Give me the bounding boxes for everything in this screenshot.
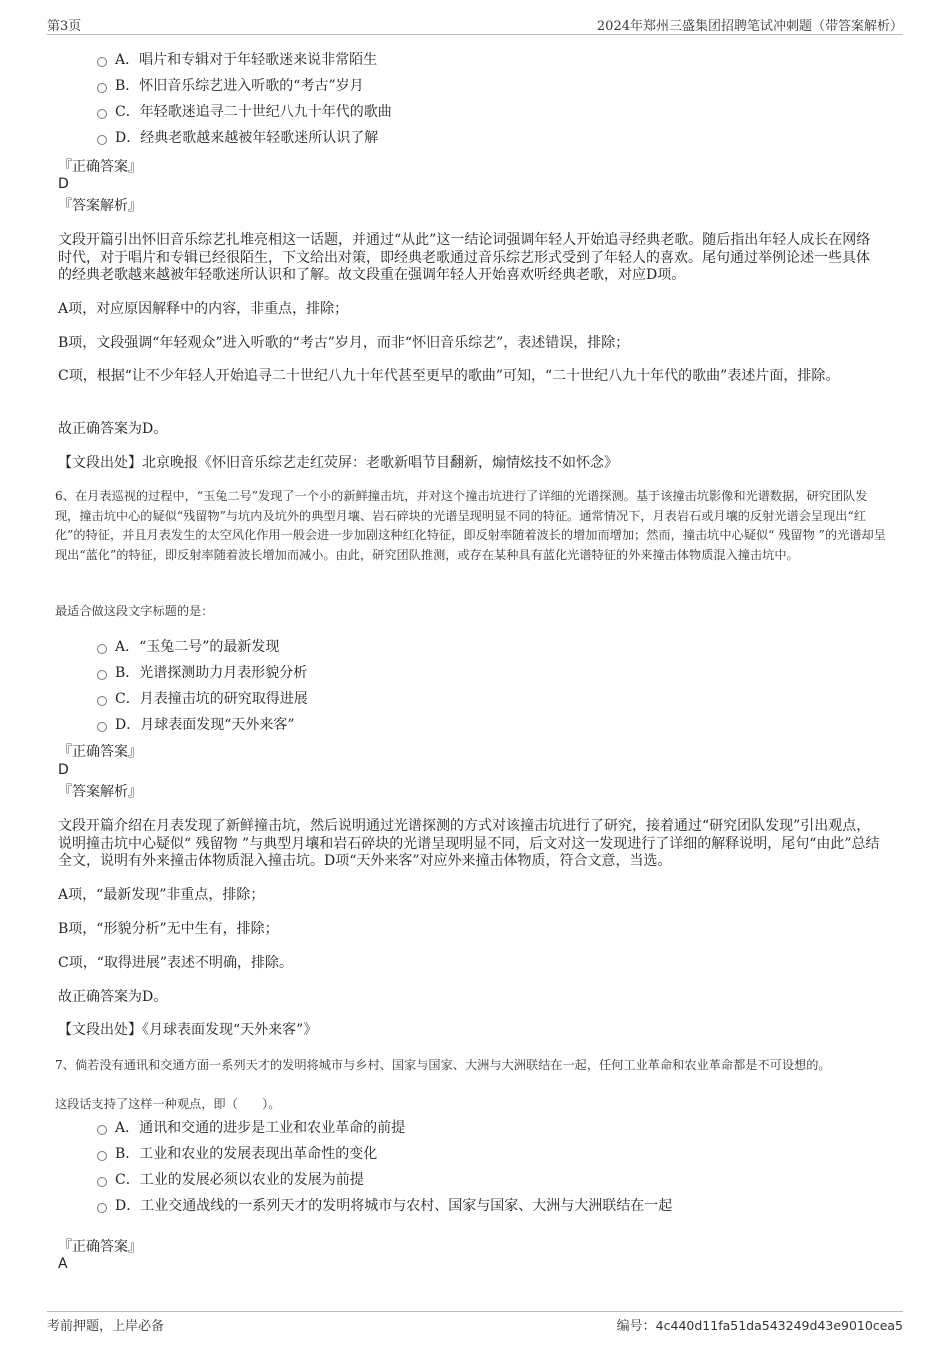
radio-icon[interactable] xyxy=(97,83,107,93)
radio-icon[interactable] xyxy=(97,644,107,654)
q5-conclusion: 故正确答案为D。 xyxy=(58,421,168,437)
q6-option-c[interactable]: C．月表撞击坑的研究取得进展 xyxy=(97,689,308,709)
radio-icon[interactable] xyxy=(97,109,107,119)
q6-prompt: 最适合做这段文字标题的是： xyxy=(55,604,214,618)
radio-icon[interactable] xyxy=(97,722,107,732)
q5-point-c: C项，根据“让不少年轻人开始追寻二十世纪八九十年代甚至更早的歌曲”可知，“二十世纪八九十年代的歌曲”表述片面，排除。 xyxy=(58,368,840,384)
q7-option-c[interactable]: C．工业的发展必须以农业的发展为前提 xyxy=(97,1170,364,1190)
page-footer xyxy=(47,1311,903,1334)
radio-icon[interactable] xyxy=(97,135,107,145)
q7-stem: 7、倘若没有通讯和交通方面一系列天才的发明将城市与乡村、国家与国家、大洲与大洲联结在一起，任何工业革命和农业革命都是不可设想的。 xyxy=(55,1058,831,1072)
radio-icon[interactable] xyxy=(97,1203,107,1213)
radio-icon[interactable] xyxy=(97,1177,107,1187)
q5-answer: D xyxy=(58,176,69,192)
q6-point-a: A项，“最新发现”非重点，排除； xyxy=(58,887,265,903)
q6-option-d[interactable]: D．月球表面发现“天外来客” xyxy=(97,715,295,735)
q6-option-a[interactable]: A．“玉兔二号”的最新发现 xyxy=(97,637,279,657)
q6-answer: D xyxy=(58,762,69,778)
page-header xyxy=(47,14,903,35)
document-code xyxy=(617,1315,903,1334)
q6-option-b[interactable]: B．光谱探测助力月表形貌分析 xyxy=(97,663,307,683)
q5-point-a: A项，对应原因解释中的内容，非重点，排除； xyxy=(58,301,349,317)
radio-icon[interactable] xyxy=(97,696,107,706)
radio-icon[interactable] xyxy=(97,670,107,680)
q7-answer: A xyxy=(58,1256,68,1272)
q6-source: 【文段出处】《月球表面发现“天外来客”》 xyxy=(58,1022,318,1038)
q5-option-d[interactable]: D．经典老歌越来越被年轻歌迷所认识了解 xyxy=(97,128,378,148)
q6-point-c: C项，“取得进展”表述不明确，排除。 xyxy=(58,955,294,971)
q5-source: 【文段出处】北京晚报《怀旧音乐综艺走红荧屏：老歌新唱节目翻新，煽情炫技不如怀念》 xyxy=(58,455,618,471)
q6-analysis-label: 『答案解析』 xyxy=(58,784,142,800)
q5-option-b[interactable]: B．怀旧音乐综艺进入听歌的“考古”岁月 xyxy=(97,76,364,96)
q7-answer-label: 『正确答案』 xyxy=(58,1239,142,1255)
document-title: 2024年郑州三盛集团招聘笔试冲刺题（带答案解析） xyxy=(596,19,903,34)
radio-icon[interactable] xyxy=(97,57,107,67)
code-label: 编号： xyxy=(616,1319,656,1334)
footer-slogan: 考前押题，上岸必备 xyxy=(47,1319,165,1334)
q7-prompt: 这段话支持了这样一种观点，即（ ）。 xyxy=(55,1097,281,1111)
radio-icon[interactable] xyxy=(97,1125,107,1135)
q5-answer-label: 『正确答案』 xyxy=(58,159,142,175)
q5-point-b: B项，文段强调“年轻观众”进入听歌的“考古”岁月，而非“怀旧音乐综艺”，表述错误，排除； xyxy=(58,335,630,351)
page-number: 第3页 xyxy=(47,19,82,34)
radio-icon[interactable] xyxy=(97,1151,107,1161)
q7-option-d[interactable]: D．工业交通战线的一系列天才的发明将城市与农村、国家与国家、大洲与大洲联结在一起 xyxy=(97,1196,672,1216)
q5-analysis-text: 文段开篇引出怀旧音乐综艺扎堆亮相这一话题，并通过“从此”这一结论词强调年轻人开始追寻经典老歌。随后指出年轻人成长在网络时代，对于唱片和专辑已经很陌生，下文给出对策，即经典老歌通过音乐综艺形式受到了年轻人的喜欢。尾句通过举例论述一些具体的经典老歌越来越被年轻歌迷所认识和了解。故文段重在强调年轻人开始喜欢听经典老歌，对应D项。 xyxy=(58,232,871,283)
q6-point-b: B项，“形貌分析”无中生有，排除； xyxy=(58,921,279,937)
q7-option-a[interactable]: A．通讯和交通的进步是工业和农业革命的前提 xyxy=(97,1118,405,1138)
q7-option-b[interactable]: B．工业和农业的发展表现出革命性的变化 xyxy=(97,1144,377,1164)
code-value: 4c440d11fa51da543249d43e9010cea5 xyxy=(655,1318,903,1333)
q6-stem: 6、在月表巡视的过程中，“玉兔二号”发现了一个小的新鲜撞击坑，并对这个撞击坑进行了详细的光谱探测。基于该撞击坑影像和光谱数据，研究团队发现，撞击坑中心的疑似“残留物”与坑内及坑外的典型月壤、岩石碎块的光谱呈现明显不同的特征。通常情况下，月表岩石或月壤的反射光谱会呈现出“红化”的特征，并且月表发生的太空风化作用一般会进一步加剧这种红化特征，即反射率随着波长的增加而增加；然而，撞击坑中心疑似“ 残留物 ”的光谱却呈现出“蓝化”的特征，即反射率随着波长增加而减小。由此，研究团队推测，或存在某种具有蓝化光谱特征的外来撞击体物质混入撞击坑中。 xyxy=(55,489,886,562)
q6-conclusion: 故正确答案为D。 xyxy=(58,989,168,1005)
q5-analysis-label: 『答案解析』 xyxy=(58,198,142,214)
q6-analysis-text: 文段开篇介绍在月表发现了新鲜撞击坑，然后说明通过光谱探测的方式对该撞击坑进行了研究，接着通过“研究团队发现”引出观点，说明撞击坑中心疑似“ 残留物 ”与典型月壤和岩石碎块的光谱呈现明显不同，后文对这一发现进行了详细的解释说明，尾句“由此”总结全文，说明有外来撞击体物质混入撞击坑。D项“天外来客”对应外来撞击体物质，符合文意，当选。 xyxy=(58,818,880,869)
q5-option-a[interactable]: A．唱片和专辑对于年轻歌迷来说非常陌生 xyxy=(97,50,377,70)
q6-answer-label: 『正确答案』 xyxy=(58,744,142,760)
q5-option-c[interactable]: C．年轻歌迷追寻二十世纪八九十年代的歌曲 xyxy=(97,102,392,122)
